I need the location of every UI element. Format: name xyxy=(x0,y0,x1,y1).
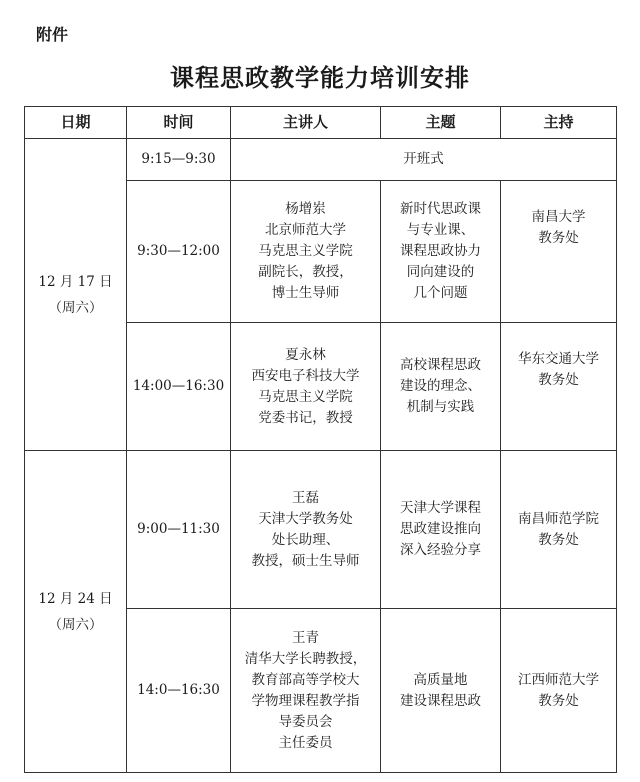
table-row-opening xyxy=(25,139,617,181)
speaker-line: 导委员会 xyxy=(278,713,333,730)
speaker-line: 马克思主义学院 xyxy=(258,243,353,259)
topic-line: 与专业课、 xyxy=(406,222,475,238)
header-time: 时间 xyxy=(127,107,231,139)
speaker-cell xyxy=(231,181,381,323)
opening-ceremony-cell: 开班式 xyxy=(231,139,617,181)
host-line: 江西师范大学 xyxy=(518,671,599,688)
page-title: 课程思政教学能力培训安排 xyxy=(170,63,470,92)
speaker-line: 处长助理、 xyxy=(271,531,340,548)
speaker-line: 主任委员 xyxy=(278,734,333,751)
date-cell-day1 xyxy=(25,139,127,451)
topic-line: 几个问题 xyxy=(413,285,468,301)
time-cell: 9:30—12:00 xyxy=(127,181,231,323)
speaker-cell xyxy=(231,451,381,609)
host-cell xyxy=(501,609,617,773)
header-date: 日期 xyxy=(25,107,127,139)
host-line: 教务处 xyxy=(538,372,579,388)
speaker-name: 王青 xyxy=(292,629,319,646)
topic-line: 同向建设的 xyxy=(406,264,475,280)
speaker-line: 西安电子科技大学 xyxy=(251,367,360,384)
header-speaker: 主讲人 xyxy=(231,107,381,139)
topic-cell xyxy=(381,181,501,323)
speaker-line: 副院长，教授， xyxy=(258,264,353,280)
table-row xyxy=(25,451,617,609)
host-cell xyxy=(501,451,617,609)
header-host: 主持 xyxy=(501,107,617,139)
speaker-cell xyxy=(231,323,381,451)
speaker-name: 夏永林 xyxy=(285,346,326,363)
attachment-label: 附件 xyxy=(36,25,69,44)
time-cell: 9:00—11:30 xyxy=(127,451,231,609)
schedule-table xyxy=(24,106,617,773)
topic-line: 课程思政协力 xyxy=(400,243,481,259)
topic-cell xyxy=(381,323,501,451)
speaker-name: 王磊 xyxy=(292,489,319,506)
host-line: 南昌师范学院 xyxy=(518,510,599,527)
host-cell xyxy=(501,323,617,451)
topic-line: 高质量地 xyxy=(413,671,468,688)
speaker-line: 博士生导师 xyxy=(271,285,340,301)
speaker-line: 教育部高等学校大 xyxy=(251,671,360,688)
topic-line: 新时代思政课 xyxy=(400,201,481,217)
speaker-line: 马克思主义学院 xyxy=(258,388,353,405)
time-cell: 14:0—16:30 xyxy=(127,609,231,773)
host-cell xyxy=(501,181,617,323)
topic-line: 建设课程思政 xyxy=(400,692,481,709)
host-line: 教务处 xyxy=(538,230,579,246)
topic-line: 天津大学课程 xyxy=(400,500,481,516)
time-cell: 14:00—16:30 xyxy=(127,323,231,451)
speaker-name: 杨增岽 xyxy=(285,201,326,217)
header-row xyxy=(25,107,617,139)
host-line: 华东交通大学 xyxy=(518,351,599,367)
topic-line: 深入经验分享 xyxy=(400,542,481,558)
weekday-text: （周六） xyxy=(48,299,103,316)
topic-line: 高校课程思政 xyxy=(400,357,481,373)
speaker-cell xyxy=(231,609,381,773)
topic-line: 建设的理念、 xyxy=(400,378,481,394)
speaker-line: 清华大学长聘教授， xyxy=(244,650,367,667)
speaker-line: 教授，硕士生导师 xyxy=(251,552,360,569)
weekday-text: （周六） xyxy=(48,616,103,633)
speaker-line: 党委书记，教授 xyxy=(258,409,353,426)
host-line: 教务处 xyxy=(538,692,579,709)
speaker-line: 北京师范大学 xyxy=(265,222,346,238)
host-line: 教务处 xyxy=(538,531,579,548)
topic-line: 机制与实践 xyxy=(406,399,475,415)
speaker-line: 学物理课程教学指 xyxy=(251,692,360,709)
header-topic: 主题 xyxy=(381,107,501,139)
speaker-line: 天津大学教务处 xyxy=(258,510,353,527)
date-text: 12 月 17 日 xyxy=(38,273,113,290)
date-text: 12 月 24 日 xyxy=(38,590,113,607)
time-cell: 9:15—9:30 xyxy=(127,139,231,181)
date-cell-day2 xyxy=(25,451,127,773)
topic-line: 思政建设推向 xyxy=(400,521,481,537)
topic-cell xyxy=(381,451,501,609)
host-line: 南昌大学 xyxy=(531,209,586,225)
topic-cell xyxy=(381,609,501,773)
